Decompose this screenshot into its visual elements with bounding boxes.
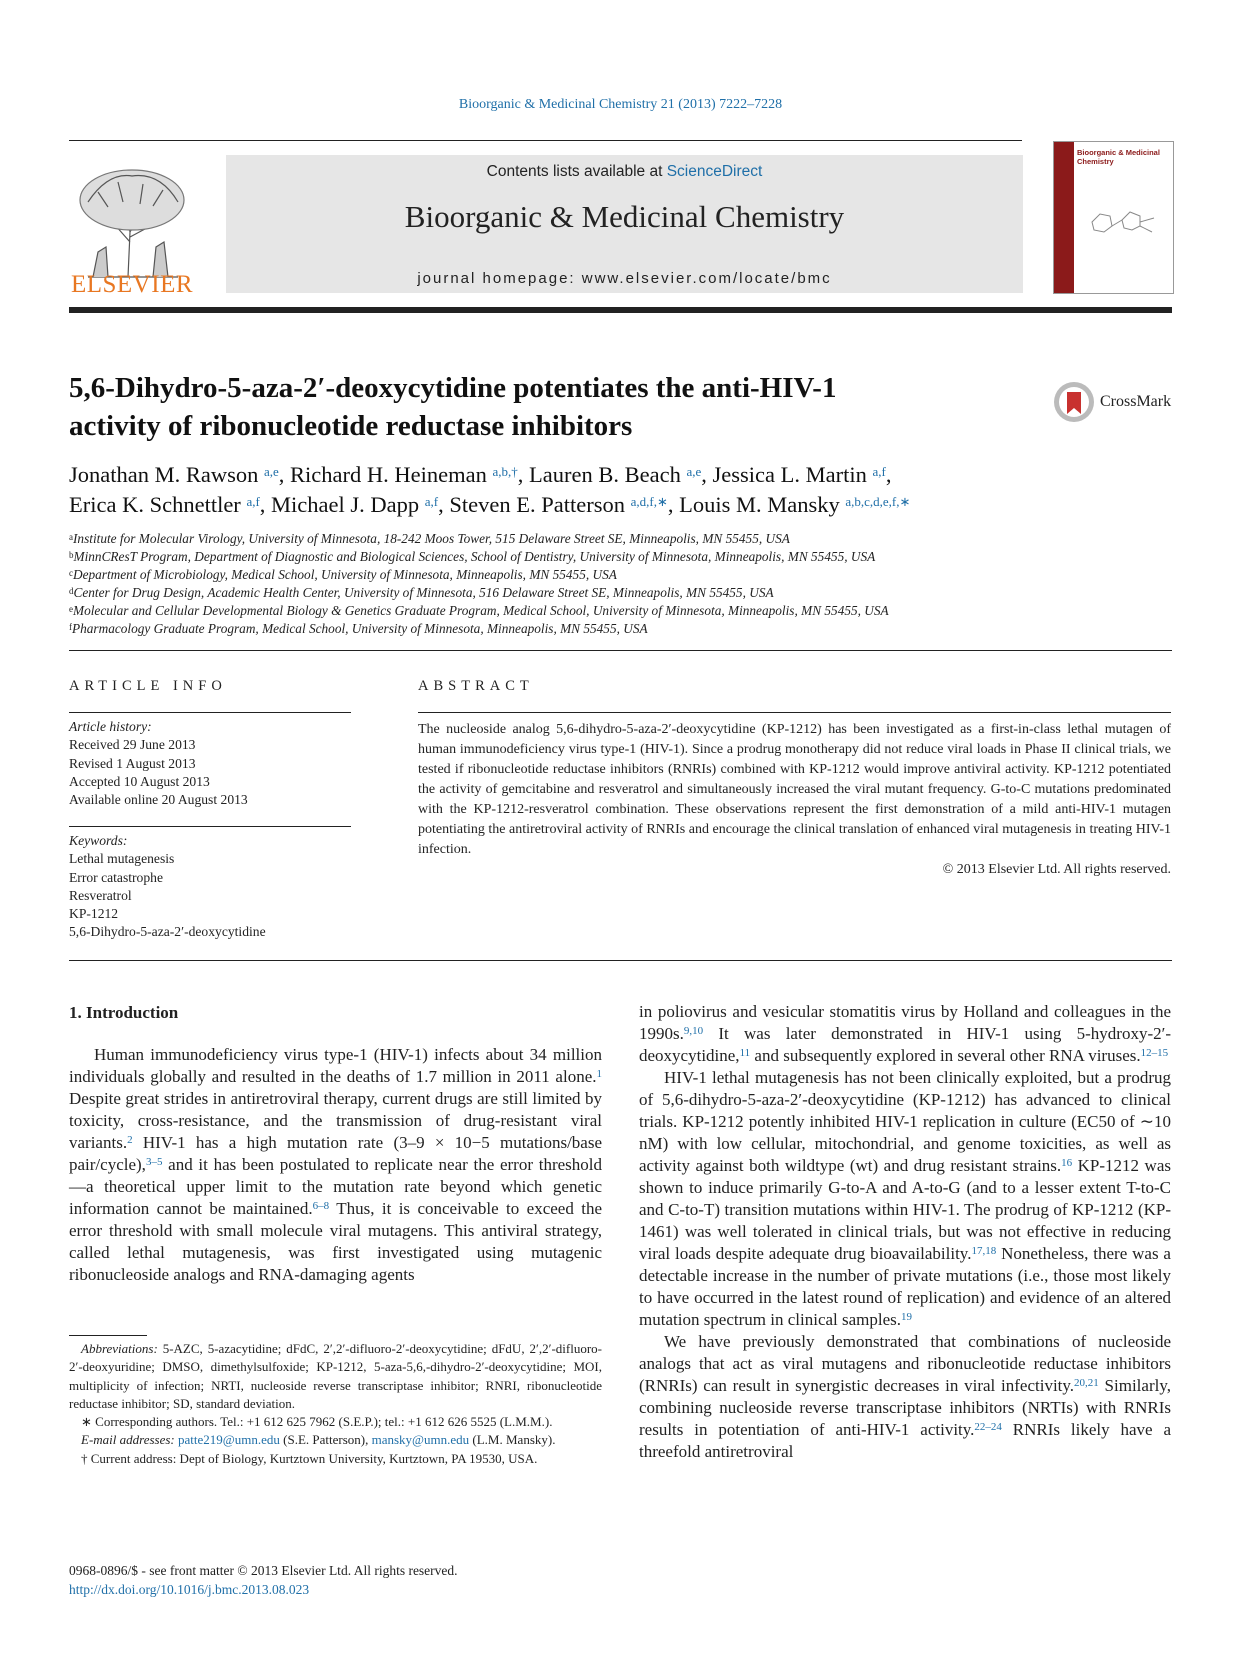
body-text: and subsequently explored in several other RNA viruses.: [750, 1046, 1141, 1065]
cover-band: [1054, 142, 1074, 293]
affiliation: [69, 584, 1169, 602]
affil-rule: [69, 650, 1172, 651]
cover-molecule-icon: [1082, 202, 1162, 242]
author-name: Steven E. Patterson: [449, 492, 625, 517]
author-affiliation-marks[interactable]: a,b,†: [492, 464, 518, 479]
abstract-text: The nucleoside analog 5,6-dihydro-5-aza-2′-deoxycytidine (KP-1212) has been investigated as a first-in-class lethal mutagen of human immunodeficiency virus type-1 (HIV-1). Since a prodrug monotherapy did not reduce viral loads in Phase II clinical trials, we tested if ribonucleotide reductase inhibitors (RNRIs) combined with KP-1212 would improve antiviral activity. KP-1212 potentiated the activity of gemcitabine and resveratrol and simultaneously increased the viral mutant frequency. G-to-C mutations predominated with the KP-1212-resveratrol combination. These observations represent the first demonstration of a mild anti-HIV-1 mutagen potentiating the antiretroviral activity of RNRIs and encourage the clinical translation of enhanced viral mutagenesis in treating HIV-1 infection.: [418, 722, 1171, 857]
current-address-footnote: † Current address: Dept of Biology, Kurtztown University, Kurtztown, PA 19530, USA.: [81, 1450, 538, 1466]
affiliation: [69, 620, 1169, 638]
footnote-rule: [69, 1335, 147, 1336]
author-separator: ,: [278, 462, 291, 487]
keywords-label: Keywords:: [69, 833, 128, 848]
authors-line-2: [69, 490, 1169, 520]
author-affiliation-marks[interactable]: a,d,f,∗: [630, 494, 668, 509]
body-rule: [69, 960, 1172, 961]
contents-line: [226, 163, 1023, 181]
body-text: in poliovirus and vesicular stomatitis virus by Holland and colleagues in the 1990s.: [639, 1002, 1171, 1043]
authors-line-1: [69, 460, 1169, 490]
email-label: E-mail addresses:: [81, 1432, 175, 1448]
affiliation-text: Molecular and Cellular Developmental Biology & Genetics Graduate Program, Medical School, University of Minnesota, Minneapolis, MN 55455, USA: [73, 603, 889, 618]
abstract-heading: ABSTRACT: [418, 678, 534, 694]
affiliation-text: MinnCResT Program, Department of Diagnostic and Biological Sciences, School of Dentistry, University of Minnesota, Minneapolis, MN 55455, USA: [73, 549, 876, 564]
body-text: and it has been postulated to replicate near the error threshold—a theoretical upper limit to the mutation rate beyond which genetic information cannot be maintained.: [69, 1155, 602, 1218]
affiliation-text: Pharmacology Graduate Program, Medical School, University of Minnesota, Minneapolis, MN 55455, USA: [72, 621, 648, 636]
affiliation: [69, 566, 1169, 584]
right-column: [639, 1001, 1171, 1463]
issn-line: 0968-0896/$ - see front matter © 2013 Elsevier Ltd. All rights reserved.: [69, 1563, 458, 1578]
author-separator: ,: [885, 462, 892, 487]
author-name: Erica K. Schnettler: [69, 492, 241, 517]
body-text: HIV-1 has a high mutation rate (3–9 × 10−5 mutations/base pair/cycle),: [69, 1133, 602, 1174]
article-history: [69, 718, 248, 809]
keyword: Resveratrol: [69, 887, 132, 903]
body-text: RNRIs likely have a threefold antiretroviral: [639, 1420, 1171, 1461]
title-line-2: activity of ribonucleotide reductase inhibitors: [69, 410, 633, 442]
affiliation-key: a: [69, 532, 73, 542]
abbreviations-text: 5-AZC, 5-azacytidine; dFdC, 2′,2′-difluoro-2′-deoxycytidine; dFdU, 2′,2′-difluoro-2′-deoxyuridine; DMSO, dimethylsulfoxide; KP-1212, 5-aza-5,6,-dihydro-2′-deoxycytidine; MOI, multiplicity of infection; NRTI, nucleoside reverse transcriptase inhibitor; RNRI, ribonucleotide reductase inhibitor; SD, standard deviation.: [69, 1341, 602, 1411]
body-text: Thus, it is conceivable to exceed the error threshold with small molecule viral mutagens. This antiviral strategy, called lethal mutagenesis, was first investigated using mutagenic ribonucleoside analogs and RNA-damaging agents: [69, 1199, 602, 1284]
journal-citation[interactable]: Bioorganic & Medicinal Chemistry 21 (2013) 7222–7228: [458, 97, 783, 112]
journal-banner: [226, 155, 1023, 293]
corresponding-footnote: ∗ Corresponding authors. Tel.: +1 612 625 7962 (S.E.P.); tel.: +1 612 626 5525 (L.M.M.).: [81, 1414, 553, 1430]
front-matter: [69, 1561, 458, 1599]
history-revised: Revised 1 August 2013: [69, 755, 196, 771]
crossmark-badge[interactable]: [1052, 380, 1171, 424]
section-heading-introduction: 1. Introduction: [69, 1003, 179, 1022]
left-column: [69, 1044, 602, 1286]
author-separator: ,: [438, 492, 450, 517]
author-separator: ,: [259, 492, 272, 517]
author-name: Michael J. Dapp: [271, 492, 420, 517]
author-affiliation-marks[interactable]: a,b,c,d,e,f,∗: [845, 494, 911, 509]
journal-homepage[interactable]: journal homepage: www.elsevier.com/locate/bmc: [417, 270, 832, 287]
citation-link[interactable]: 17,18: [971, 1245, 997, 1257]
author-name: Lauren B. Beach: [529, 462, 681, 487]
cover-title: Bioorganic & Medicinal Chemistry: [1077, 148, 1160, 166]
email-owner-mansky: (L.M. Mansky).: [469, 1432, 556, 1448]
affiliation-text: Center for Drug Design, Academic Health Center, University of Minnesota, 516 Delaware Street SE, Minneapolis, MN 55455, USA: [73, 585, 774, 600]
affiliation-key: e: [69, 604, 73, 614]
history-online: Available online 20 August 2013: [69, 792, 248, 808]
citation-link[interactable]: 11: [739, 1047, 751, 1059]
citation-link[interactable]: 9,10: [683, 1025, 704, 1037]
affiliation-key: d: [69, 586, 74, 596]
affiliation-key: c: [69, 568, 73, 578]
affiliation-key: b: [69, 550, 74, 560]
author-name: Richard H. Heineman: [290, 462, 487, 487]
affiliation-list: [69, 530, 1169, 638]
citation-link[interactable]: 6–8: [312, 1200, 330, 1212]
email-link-mansky[interactable]: mansky@umn.edu: [371, 1432, 470, 1448]
email-owner-patterson: (S.E. Patterson),: [279, 1432, 372, 1448]
body-text: Similarly, combining nucleoside reverse transcriptase inhibitors (NRTIs) with RNRIs results in potentiation of anti-HIV-1 activity.: [639, 1376, 1171, 1439]
body-text: KP-1212 was shown to induce primarily G-to-A and A-to-G (and to a lesser extent T-to-C and C-to-T) transition mutations within HIV-1. The prodrug of KP-1212 (KP-1461) was well tolerated in clinical trials, but was not effective in reducing viral loads despite adequate drug bioavailability.: [639, 1156, 1171, 1263]
publisher-logo[interactable]: ELSEVIER: [70, 271, 194, 298]
author-affiliation-marks[interactable]: a,f: [872, 464, 886, 479]
crossmark-label: CrossMark: [1100, 393, 1172, 410]
author-affiliation-marks[interactable]: a,f: [424, 494, 439, 509]
article-info-rule: [69, 712, 351, 713]
keyword: Lethal mutagenesis: [69, 851, 175, 867]
email-footnote: [69, 1431, 602, 1449]
author-name: Jonathan M. Rawson: [69, 462, 259, 487]
intro-paragraph-3: [639, 1331, 1171, 1463]
citation-link[interactable]: 19: [901, 1311, 913, 1323]
history-label: Article history:: [69, 719, 152, 734]
email-link-patterson[interactable]: patte219@umn.edu: [178, 1432, 280, 1448]
keyword: 5,6-Dihydro-5-aza-2′-deoxycytidine: [69, 924, 266, 940]
footnotes: [69, 1340, 602, 1468]
affiliation: [69, 530, 1169, 548]
citation-link[interactable]: 2: [127, 1134, 133, 1146]
paper-title: [69, 369, 999, 445]
header-thick-rule: [69, 307, 1172, 313]
author-affiliation-marks[interactable]: a,f: [246, 494, 260, 509]
abbreviations-footnote: [69, 1340, 602, 1413]
keywords-rule: [69, 826, 351, 827]
history-received: Received 29 June 2013: [69, 737, 196, 753]
journal-title: Bioorganic & Medicinal Chemistry: [404, 199, 845, 234]
body-text: HIV-1 lethal mutagenesis has not been clinically exploited, but a prodrug of 5,6-dihydro-5-aza-2′-deoxycytidine (KP-1212) has advanced to clinical trials. KP-1212 potently inhibited HIV-1 replication in culture (EC50 of ∼10 nM) with low cellular, mitochondrial, and genome toxicities, as well as activity against both wildtype (wt) and drug resistant strains.: [639, 1068, 1171, 1175]
affiliation: [69, 602, 1169, 620]
crossmark-icon: [1052, 380, 1096, 424]
history-accepted: Accepted 10 August 2013: [69, 773, 210, 789]
intro-paragraph-1: [69, 1044, 602, 1286]
affiliation-text: Institute for Molecular Virology, University of Minnesota, 18-242 Moos Tower, 515 Delaware Street SE, Minneapolis, MN 55455, USA: [73, 531, 790, 546]
citation-link[interactable]: 12–15: [1140, 1047, 1169, 1059]
author-separator: ,: [667, 492, 680, 517]
body-text: Nonetheless, there was a detectable increase in the number of private mutations (i.e., those most likely to have occurred in the latest round of replication) and evidence of an altered mutation spectrum in clinical samples.: [639, 1244, 1171, 1329]
author-affiliation-marks[interactable]: a,e: [264, 464, 279, 479]
intro-paragraph-1-continued: [639, 1001, 1171, 1067]
author-separator: ,: [517, 462, 530, 487]
author-separator: ,: [701, 462, 713, 487]
keyword: KP-1212: [69, 906, 119, 922]
abbreviations-label: Abbreviations:: [81, 1341, 158, 1356]
abstract-body: [418, 720, 1171, 880]
abstract-rule: [418, 712, 1171, 713]
citation-link[interactable]: 22–24: [974, 1421, 1002, 1433]
doi-link[interactable]: http://dx.doi.org/10.1016/j.bmc.2013.08.023: [69, 1582, 310, 1597]
affiliation-key: f: [69, 622, 72, 632]
body-text: Human immunodeficiency virus type-1 (HIV-1) infects about 34 million individuals globally and resulted in the deaths of 1.7 million in 2011 alone.: [69, 1045, 602, 1086]
keywords: [69, 832, 266, 942]
citation-link[interactable]: 1: [596, 1068, 602, 1080]
abstract-copyright: © 2013 Elsevier Ltd. All rights reserved.: [942, 862, 1171, 877]
author-list: [69, 460, 1169, 520]
citation-link[interactable]: 20,21: [1074, 1377, 1099, 1389]
title-line-1: 5,6-Dihydro-5-aza-2′-deoxycytidine potentiates the anti-HIV-1: [69, 372, 837, 404]
body-text: Despite great strides in antiretroviral therapy, current drugs are still limited by toxicity, cross-resistance, and the transmission of drug-resistant viral variants.: [69, 1089, 602, 1152]
journal-cover-thumbnail[interactable]: [1053, 141, 1174, 294]
intro-paragraph-2: [639, 1067, 1171, 1331]
author-name: Jessica L. Martin: [712, 462, 867, 487]
affiliation-text: Department of Microbiology, Medical School, University of Minnesota, Minneapolis, MN 55455, USA: [73, 567, 617, 582]
affiliation: [69, 548, 1169, 566]
sciencedirect-link[interactable]: ScienceDirect: [666, 163, 763, 180]
citation-link[interactable]: 3–5: [145, 1156, 163, 1168]
author-name: Louis M. Mansky: [679, 492, 840, 517]
keyword: Error catastrophe: [69, 869, 163, 885]
body-text: We have previously demonstrated that combinations of nucleoside analogs that act as viral mutagens and ribonucleotide reductase inhibitors (RNRIs) can result in synergistic decreases in viral infectivity.: [639, 1332, 1171, 1395]
body-text: It was later demonstrated in HIV-1 using 5-hydroxy-2′-deoxycytidine,: [639, 1024, 1171, 1065]
article-info-heading: ARTICLE INFO: [69, 678, 227, 694]
contents-prefix: Contents lists available at: [486, 163, 667, 180]
citation-link[interactable]: 16: [1061, 1157, 1073, 1169]
header-top-rule: [69, 140, 1022, 141]
author-affiliation-marks[interactable]: a,e: [686, 464, 702, 479]
